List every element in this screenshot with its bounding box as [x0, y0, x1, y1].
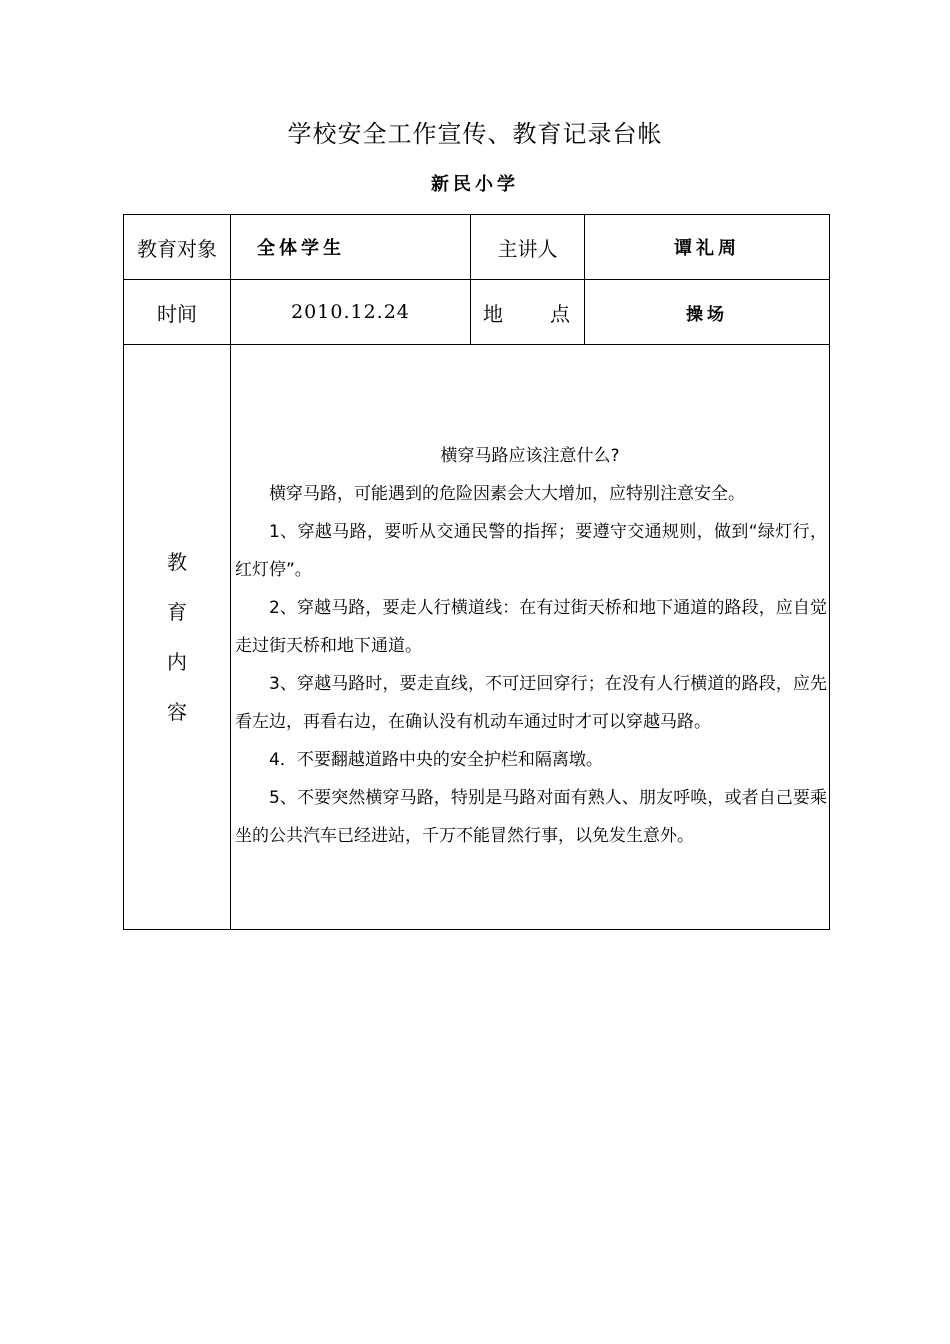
- record-table: [123, 214, 830, 930]
- content-label-char: 育: [167, 600, 187, 624]
- place-label: [471, 280, 585, 345]
- place-label-left: 地: [483, 301, 503, 326]
- audience-label: 教育对象: [124, 215, 231, 280]
- table-row: [124, 345, 830, 930]
- place-value: 操场: [585, 280, 830, 345]
- education-content: [231, 345, 830, 930]
- speaker-label: 主讲人: [471, 215, 585, 280]
- content-paragraph: 5、不要突然横穿马路，特别是马路对面有熟人、朋友呼唤，或者自己要乘坐的公共汽车已经进站，千万不能冒然行事，以免发生意外。: [235, 788, 827, 846]
- school-name: 新民小学: [431, 174, 519, 195]
- content-label-char: 容: [167, 700, 187, 724]
- audience-value: 全体学生: [231, 215, 471, 280]
- content-heading: 横穿马路应该注意什么?: [440, 446, 620, 466]
- content-paragraph: 1、穿越马路，要听从交通民警的指挥；要遵守交通规则，做到“绿灯行，红灯停”。: [235, 522, 827, 580]
- document-title: 学校安全工作宣传、教育记录台帐: [287, 120, 663, 148]
- content-label: [124, 345, 231, 930]
- content-paragraph: 3、穿越马路时，要走直线，不可迂回穿行；在没有人行横道的路段，应先看左边，再看右边，在确认没有机动车通过时才可以穿越马路。: [235, 674, 827, 732]
- speaker-value: 谭礼周: [585, 215, 830, 280]
- content-paragraph: 4．不要翻越道路中央的安全护栏和隔离墩。: [269, 750, 603, 770]
- place-label-right: 点: [550, 301, 570, 326]
- content-paragraph: 2、穿越马路，要走人行横道线：在有过街天桥和地下通道的路段，应自觉走过街天桥和地下通道。: [235, 598, 827, 656]
- content-paragraph: 横穿马路，可能遇到的危险因素会大大增加，应特别注意安全。: [269, 484, 745, 504]
- time-label: 时间: [124, 280, 231, 345]
- time-value: 2010.12.24: [231, 280, 471, 345]
- content-label-char: 内: [167, 650, 187, 674]
- content-label-char: 教: [167, 550, 187, 574]
- table-row: [124, 280, 830, 345]
- table-row: [124, 215, 830, 280]
